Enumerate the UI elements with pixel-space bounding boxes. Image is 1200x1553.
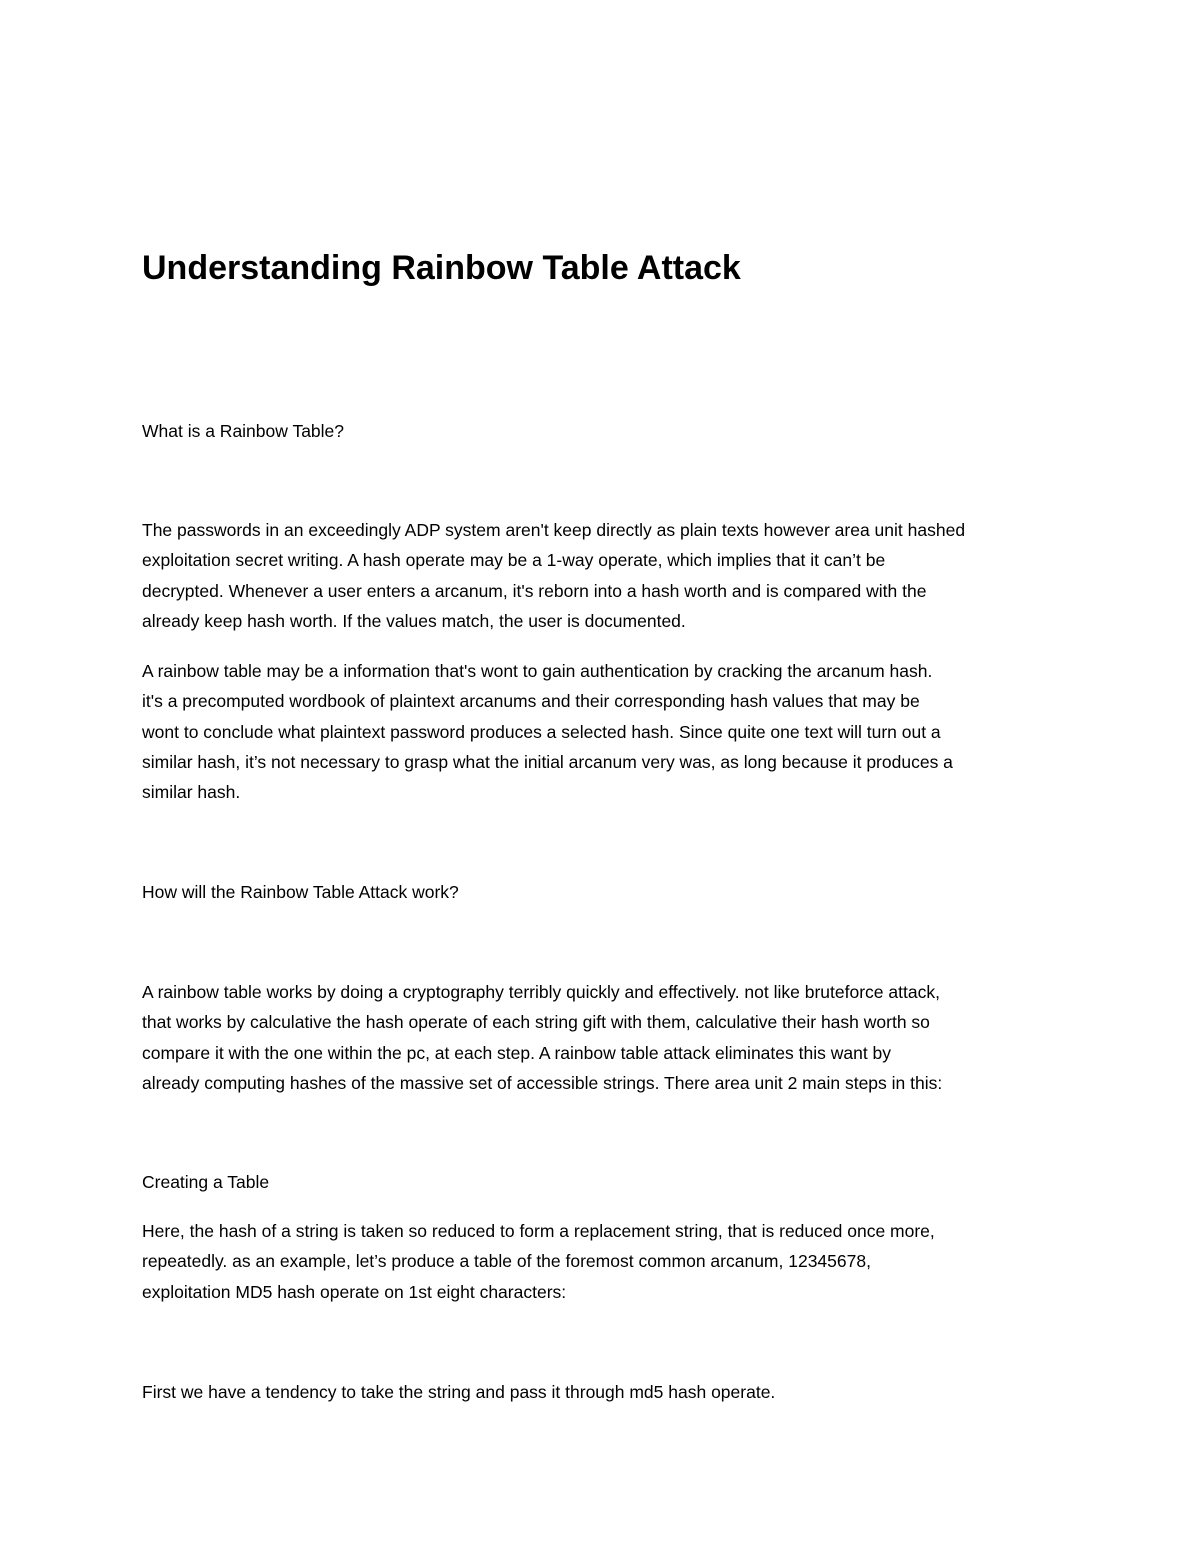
section-heading-how-attack-works: How will the Rainbow Table Attack work?	[142, 882, 459, 902]
paragraph-line: exploitation MD5 hash operate on 1st eight characters:	[142, 1281, 567, 1302]
paragraph-line: already computing hashes of the massive set of accessible strings. There area unit 2 main steps in this:	[142, 1072, 943, 1093]
section-heading-what-is-rainbow-table: What is a Rainbow Table?	[142, 421, 345, 441]
paragraph-line: The passwords in an exceedingly ADP system aren't keep directly as plain texts however area unit hashed	[142, 520, 966, 540]
paragraph-line: wont to conclude what plaintext password produces a selected hash. Since quite one text will turn out a	[142, 721, 941, 742]
paragraph-table-creation	[142, 1216, 1067, 1307]
paragraph-line: similar hash.	[142, 782, 241, 803]
paragraph-md5-step: First we have a tendency to take the string and pass it through md5 hash operate.	[142, 1382, 776, 1402]
paragraph-attack-mechanism	[142, 977, 1067, 1098]
paragraph-line: A rainbow table may be a information that's wont to gain authentication by cracking the arcanum hash.	[142, 661, 933, 681]
paragraph-line: decrypted. Whenever a user enters a arcanum, it's reborn into a hash worth and is compared with the	[142, 580, 927, 601]
paragraph-line: already keep hash worth. If the values match, the user is documented.	[142, 610, 686, 631]
paragraph-line: that works by calculative the hash operate of each string gift with them, calculative their hash worth so	[142, 1012, 930, 1033]
subheading-creating-a-table: Creating a Table	[142, 1172, 270, 1192]
paragraph-line: exploitation secret writing. A hash operate may be a 1-way operate, which implies that it can’t be	[142, 550, 886, 571]
paragraph-password-hashing	[142, 515, 1067, 636]
paragraph-line: it's a precomputed wordbook of plaintext arcanums and their corresponding hash values that may be	[142, 691, 920, 712]
paragraph-line: repeatedly. as an example, let’s produce a table of the foremost common arcanum, 12345678,	[142, 1251, 871, 1272]
paragraph-line: Here, the hash of a string is taken so reduced to form a replacement string, that is reduced once more,	[142, 1221, 935, 1241]
paragraph-line: A rainbow table works by doing a cryptography terribly quickly and effectively. not like bruteforce attack,	[142, 982, 940, 1002]
paragraph-line: compare it with the one within the pc, at each step. A rainbow table attack eliminates this want by	[142, 1042, 892, 1063]
document-title: Understanding Rainbow Table Attack	[142, 249, 741, 287]
paragraph-rainbow-table-definition	[142, 656, 1067, 807]
paragraph-line: similar hash, it’s not necessary to grasp what the initial arcanum very was, as long because it produces a	[142, 751, 953, 772]
